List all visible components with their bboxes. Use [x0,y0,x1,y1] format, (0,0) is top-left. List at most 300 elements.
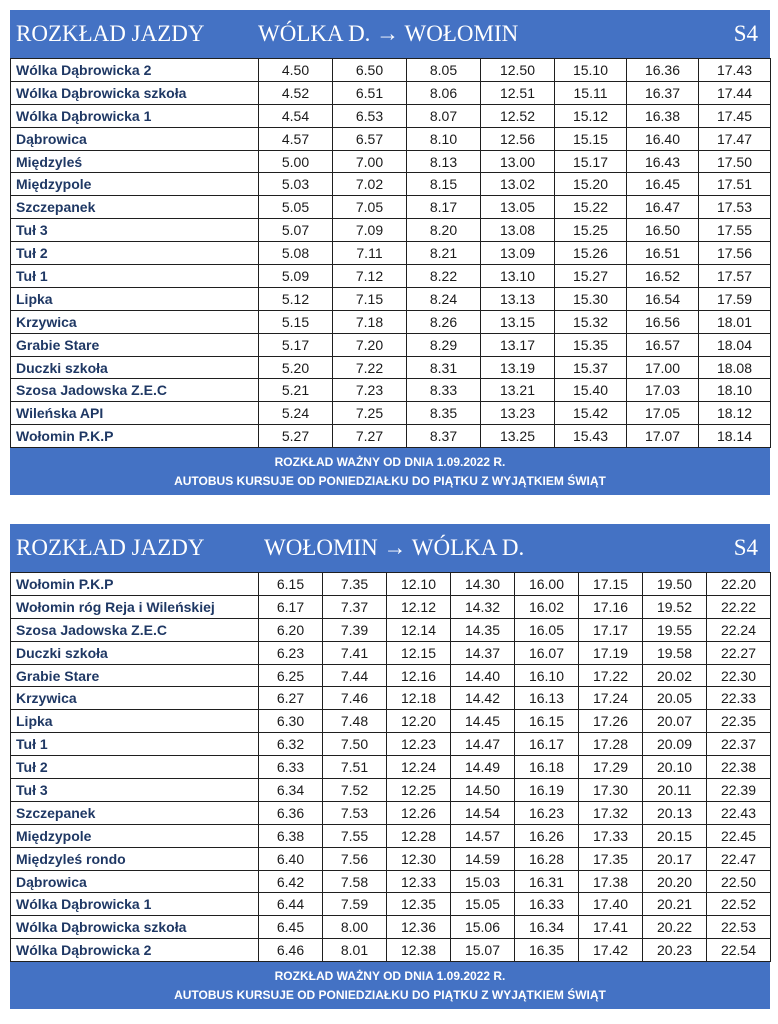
departure-time: 6.34 [259,779,323,802]
stop-name: Wileńska API [11,402,259,425]
departure-time: 16.17 [515,733,579,756]
departure-time: 20.09 [643,733,707,756]
departure-time: 15.32 [555,310,627,333]
departure-time: 14.59 [451,847,515,870]
departure-time: 7.22 [333,356,407,379]
departure-time: 17.26 [579,710,643,733]
departure-time: 6.45 [259,916,323,939]
departure-time: 6.25 [259,664,323,687]
departure-time: 16.57 [627,333,699,356]
service-days-note: AUTOBUS KURSUJE OD PONIEDZIAŁKU DO PIĄTKU Z WYJĄTKIEM ŚWIĄT [174,474,606,489]
departure-time: 16.37 [627,81,699,104]
table-row [11,687,771,710]
departure-time: 17.29 [579,756,643,779]
departure-time: 14.42 [451,687,515,710]
departure-time: 17.57 [699,265,771,288]
departure-time: 16.15 [515,710,579,733]
departure-time: 12.14 [387,618,451,641]
departure-time: 19.50 [643,573,707,596]
departure-time: 8.10 [407,127,481,150]
validity-note: ROZKŁAD WAŻNY OD DNIA 1.09.2022 R. [274,969,506,984]
departure-time: 15.42 [555,402,627,425]
departure-time: 4.57 [259,127,333,150]
departure-time: 20.11 [643,779,707,802]
departure-time: 20.20 [643,870,707,893]
departure-time: 7.51 [323,756,387,779]
departure-time: 22.50 [707,870,771,893]
departure-time: 14.50 [451,779,515,802]
stop-name: Lipka [11,710,259,733]
departure-time: 18.10 [699,379,771,402]
departure-time: 15.07 [451,939,515,962]
departure-time: 20.22 [643,916,707,939]
stop-name: Wólka Dąbrowicka szkoła [11,81,259,104]
departure-time: 8.07 [407,104,481,127]
table-row [11,81,771,104]
departure-time: 17.45 [699,104,771,127]
departure-time: 14.40 [451,664,515,687]
departure-time: 13.25 [481,425,555,448]
departure-time: 12.26 [387,801,451,824]
stop-name: Wólka Dąbrowicka szkoła [11,916,259,939]
table-row [11,59,771,82]
departure-time: 17.55 [699,219,771,242]
table-row [11,710,771,733]
departure-time: 14.35 [451,618,515,641]
departure-time: 6.36 [259,801,323,824]
departure-time: 17.59 [699,287,771,310]
departure-time: 8.29 [407,333,481,356]
departure-time: 8.01 [323,939,387,962]
departure-time: 17.16 [579,595,643,618]
departure-time: 22.33 [707,687,771,710]
departure-time: 17.35 [579,847,643,870]
timetable-title: ROZKŁAD JAZDY [16,535,205,560]
departure-time: 8.24 [407,287,481,310]
stop-name: Krzywica [11,687,259,710]
departure-time: 13.05 [481,196,555,219]
departure-time: 15.25 [555,219,627,242]
departure-time: 6.42 [259,870,323,893]
departure-time: 12.24 [387,756,451,779]
table-row [11,150,771,173]
stop-name: Grabie Stare [11,664,259,687]
departure-time: 15.15 [555,127,627,150]
departure-time: 22.53 [707,916,771,939]
departure-time: 17.33 [579,824,643,847]
departure-time: 7.58 [323,870,387,893]
departure-time: 18.04 [699,333,771,356]
departure-time: 16.02 [515,595,579,618]
departure-time: 16.47 [627,196,699,219]
timetable-title: ROZKŁAD JAZDY [16,21,205,46]
table-row [11,779,771,802]
departure-time: 7.44 [323,664,387,687]
departure-time: 17.30 [579,779,643,802]
departure-time: 7.00 [333,150,407,173]
departure-time: 5.08 [259,242,333,265]
departure-time: 17.22 [579,664,643,687]
stop-name: Wólka Dąbrowicka 1 [11,104,259,127]
departure-time: 16.40 [627,127,699,150]
departure-time: 6.15 [259,573,323,596]
departure-time: 17.38 [579,870,643,893]
departure-time: 7.12 [333,265,407,288]
departure-time: 16.51 [627,242,699,265]
departure-time: 7.09 [333,219,407,242]
departure-time: 16.05 [515,618,579,641]
departure-time: 6.33 [259,756,323,779]
departure-time: 7.25 [333,402,407,425]
stop-name: Tuł 2 [11,756,259,779]
departure-time: 22.37 [707,733,771,756]
table-row [11,618,771,641]
departure-time: 17.00 [627,356,699,379]
departure-time: 6.40 [259,847,323,870]
timetable-wolomin-to-wolka [10,524,770,1009]
departure-time: 7.53 [323,801,387,824]
table-row [11,402,771,425]
departure-time: 7.55 [323,824,387,847]
stop-name: Wólka Dąbrowicka 2 [11,59,259,82]
departure-time: 17.43 [699,59,771,82]
stop-name: Tuł 3 [11,219,259,242]
departure-time: 12.38 [387,939,451,962]
departure-time: 22.45 [707,824,771,847]
departure-time: 17.17 [579,618,643,641]
departure-time: 7.48 [323,710,387,733]
departure-time: 17.03 [627,379,699,402]
route-name: WÓLKA D. → WOŁOMIN [258,21,519,46]
departure-time: 17.41 [579,916,643,939]
departure-time: 5.03 [259,173,333,196]
departure-time: 17.15 [579,573,643,596]
departure-time: 17.24 [579,687,643,710]
departure-time: 8.35 [407,402,481,425]
table-row [11,916,771,939]
departure-time: 5.24 [259,402,333,425]
departure-time: 12.12 [387,595,451,618]
departure-time: 7.27 [333,425,407,448]
departure-time: 14.32 [451,595,515,618]
departure-time: 13.15 [481,310,555,333]
departure-time: 12.50 [481,59,555,82]
departure-time: 4.52 [259,81,333,104]
timetable-header [10,10,770,58]
departure-time: 7.39 [323,618,387,641]
departure-time: 15.35 [555,333,627,356]
departure-time: 7.46 [323,687,387,710]
route-name: WOŁOMIN → WÓLKA D. [264,535,525,560]
departure-time: 22.47 [707,847,771,870]
departure-time: 18.12 [699,402,771,425]
table-row [11,104,771,127]
departure-time: 17.56 [699,242,771,265]
stop-name: Wołomin róg Reja i Wileńskiej [11,595,259,618]
table-row [11,310,771,333]
departure-time: 7.05 [333,196,407,219]
departure-time: 17.51 [699,173,771,196]
stop-name: Szosa Jadowska Z.E.C [11,618,259,641]
departure-time: 16.23 [515,801,579,824]
table-row [11,801,771,824]
departure-time: 6.50 [333,59,407,82]
departure-time: 5.12 [259,287,333,310]
stop-name: Dąbrowica [11,870,259,893]
departure-time: 13.09 [481,242,555,265]
departure-time: 17.50 [699,150,771,173]
departure-time: 16.34 [515,916,579,939]
departure-time: 18.14 [699,425,771,448]
departure-time: 22.43 [707,801,771,824]
departure-time: 15.37 [555,356,627,379]
departure-time: 4.54 [259,104,333,127]
departure-time: 7.23 [333,379,407,402]
departure-time: 13.19 [481,356,555,379]
departure-time: 8.26 [407,310,481,333]
departure-time: 19.52 [643,595,707,618]
departure-time: 16.50 [627,219,699,242]
departure-time: 6.17 [259,595,323,618]
departure-time: 16.00 [515,573,579,596]
departure-time: 14.45 [451,710,515,733]
departure-time: 15.10 [555,59,627,82]
departure-time: 13.21 [481,379,555,402]
departure-time: 8.20 [407,219,481,242]
departure-time: 16.13 [515,687,579,710]
table-row [11,733,771,756]
departure-time: 6.20 [259,618,323,641]
departure-time: 15.43 [555,425,627,448]
departure-time: 16.38 [627,104,699,127]
departure-time: 12.36 [387,916,451,939]
table-row [11,265,771,288]
departure-time: 7.11 [333,242,407,265]
departure-time: 6.38 [259,824,323,847]
departure-time: 17.32 [579,801,643,824]
departure-time: 15.05 [451,893,515,916]
table-row [11,641,771,664]
table-row [11,824,771,847]
departure-time: 20.17 [643,847,707,870]
departure-time: 18.01 [699,310,771,333]
departure-time: 17.05 [627,402,699,425]
departure-time: 22.52 [707,893,771,916]
table-row [11,219,771,242]
departure-time: 14.57 [451,824,515,847]
departure-time: 15.40 [555,379,627,402]
departure-time: 13.10 [481,265,555,288]
departure-time: 15.06 [451,916,515,939]
departure-time: 6.46 [259,939,323,962]
departure-time: 17.40 [579,893,643,916]
departure-time: 7.02 [333,173,407,196]
departure-time: 16.45 [627,173,699,196]
table-row [11,333,771,356]
departure-time: 13.00 [481,150,555,173]
stop-name: Międzyleś [11,150,259,173]
table-row [11,664,771,687]
departure-time: 8.22 [407,265,481,288]
departure-time: 22.38 [707,756,771,779]
departure-time: 20.07 [643,710,707,733]
departure-time: 22.35 [707,710,771,733]
departure-time: 16.54 [627,287,699,310]
departure-time: 14.49 [451,756,515,779]
departure-time: 14.30 [451,573,515,596]
stop-name: Szczepanek [11,196,259,219]
departure-time: 5.20 [259,356,333,379]
departure-time: 20.10 [643,756,707,779]
table-row [11,870,771,893]
table-row [11,287,771,310]
departure-time: 22.22 [707,595,771,618]
departure-time: 8.31 [407,356,481,379]
table-row [11,425,771,448]
departure-time: 6.27 [259,687,323,710]
departure-time: 8.21 [407,242,481,265]
departure-time: 8.15 [407,173,481,196]
departure-time: 19.55 [643,618,707,641]
departure-time: 15.20 [555,173,627,196]
table-row [11,756,771,779]
stop-name: Wólka Dąbrowicka 2 [11,939,259,962]
departure-time: 14.54 [451,801,515,824]
stop-name: Międzyleś rondo [11,847,259,870]
departure-time: 7.35 [323,573,387,596]
departure-time: 16.19 [515,779,579,802]
departure-time: 12.56 [481,127,555,150]
departure-time: 12.35 [387,893,451,916]
service-days-note: AUTOBUS KURSUJE OD PONIEDZIAŁKU DO PIĄTKU Z WYJĄTKIEM ŚWIĄT [174,988,606,1003]
departure-time: 7.59 [323,893,387,916]
stop-name: Wołomin P.K.P [11,425,259,448]
stop-name: Duczki szkoła [11,641,259,664]
departure-time: 5.17 [259,333,333,356]
stop-name: Tuł 2 [11,242,259,265]
departure-time: 8.06 [407,81,481,104]
stop-name: Tuł 1 [11,733,259,756]
table-row [11,127,771,150]
departure-time: 14.37 [451,641,515,664]
departure-time: 7.52 [323,779,387,802]
departure-time: 5.05 [259,196,333,219]
departure-time: 7.41 [323,641,387,664]
departure-time: 12.30 [387,847,451,870]
departure-time: 20.21 [643,893,707,916]
departure-time: 12.15 [387,641,451,664]
departure-time: 5.21 [259,379,333,402]
departure-time: 12.28 [387,824,451,847]
stop-name: Tuł 1 [11,265,259,288]
stop-name: Szczepanek [11,801,259,824]
departure-time: 7.56 [323,847,387,870]
table-row [11,196,771,219]
departure-time: 13.23 [481,402,555,425]
line-number: S4 [733,535,758,560]
departure-time: 4.50 [259,59,333,82]
table-row [11,847,771,870]
departure-time: 16.28 [515,847,579,870]
departure-time: 12.25 [387,779,451,802]
departure-time: 16.33 [515,893,579,916]
departure-time: 20.13 [643,801,707,824]
timetable-wolka-to-wolomin [10,10,770,495]
departure-time: 5.27 [259,425,333,448]
departure-time: 5.07 [259,219,333,242]
departure-time: 15.11 [555,81,627,104]
departure-time: 12.20 [387,710,451,733]
departure-time: 8.37 [407,425,481,448]
departure-time: 7.20 [333,333,407,356]
departure-time: 6.57 [333,127,407,150]
stop-name: Międzypole [11,173,259,196]
departure-time: 16.35 [515,939,579,962]
departure-time: 15.27 [555,265,627,288]
stop-name: Tuł 3 [11,779,259,802]
timetable-footer [10,448,770,495]
departure-time: 16.31 [515,870,579,893]
departure-time: 15.22 [555,196,627,219]
departure-time: 5.15 [259,310,333,333]
stop-name: Wołomin P.K.P [11,573,259,596]
departure-time: 13.13 [481,287,555,310]
departure-time: 16.52 [627,265,699,288]
table-row [11,893,771,916]
stop-name: Duczki szkoła [11,356,259,379]
departure-time: 15.12 [555,104,627,127]
departure-time: 8.13 [407,150,481,173]
stop-name: Dąbrowica [11,127,259,150]
line-number: S4 [733,21,758,46]
departure-time: 22.30 [707,664,771,687]
departure-time: 6.44 [259,893,323,916]
timetable-header [10,524,770,572]
departure-time: 22.27 [707,641,771,664]
table-row [11,573,771,596]
stop-name: Lipka [11,287,259,310]
departure-time: 12.18 [387,687,451,710]
departure-time: 17.42 [579,939,643,962]
departure-time: 12.23 [387,733,451,756]
departure-time: 8.05 [407,59,481,82]
departure-time: 15.30 [555,287,627,310]
departure-time: 16.18 [515,756,579,779]
stop-name: Grabie Stare [11,333,259,356]
departure-time: 20.15 [643,824,707,847]
validity-note: ROZKŁAD WAŻNY OD DNIA 1.09.2022 R. [274,455,506,470]
stop-name: Międzypole [11,824,259,847]
departure-time: 16.07 [515,641,579,664]
departure-time: 16.26 [515,824,579,847]
table-row [11,173,771,196]
stop-name: Krzywica [11,310,259,333]
departure-time: 7.15 [333,287,407,310]
departure-time: 15.26 [555,242,627,265]
departure-time: 6.51 [333,81,407,104]
departure-time: 17.44 [699,81,771,104]
departure-time: 7.50 [323,733,387,756]
departure-time: 7.18 [333,310,407,333]
departure-time: 6.53 [333,104,407,127]
departure-time: 19.58 [643,641,707,664]
departure-time: 14.47 [451,733,515,756]
schedule-table [10,572,771,962]
table-row [11,379,771,402]
table-row [11,595,771,618]
departure-time: 16.56 [627,310,699,333]
departure-time: 17.28 [579,733,643,756]
